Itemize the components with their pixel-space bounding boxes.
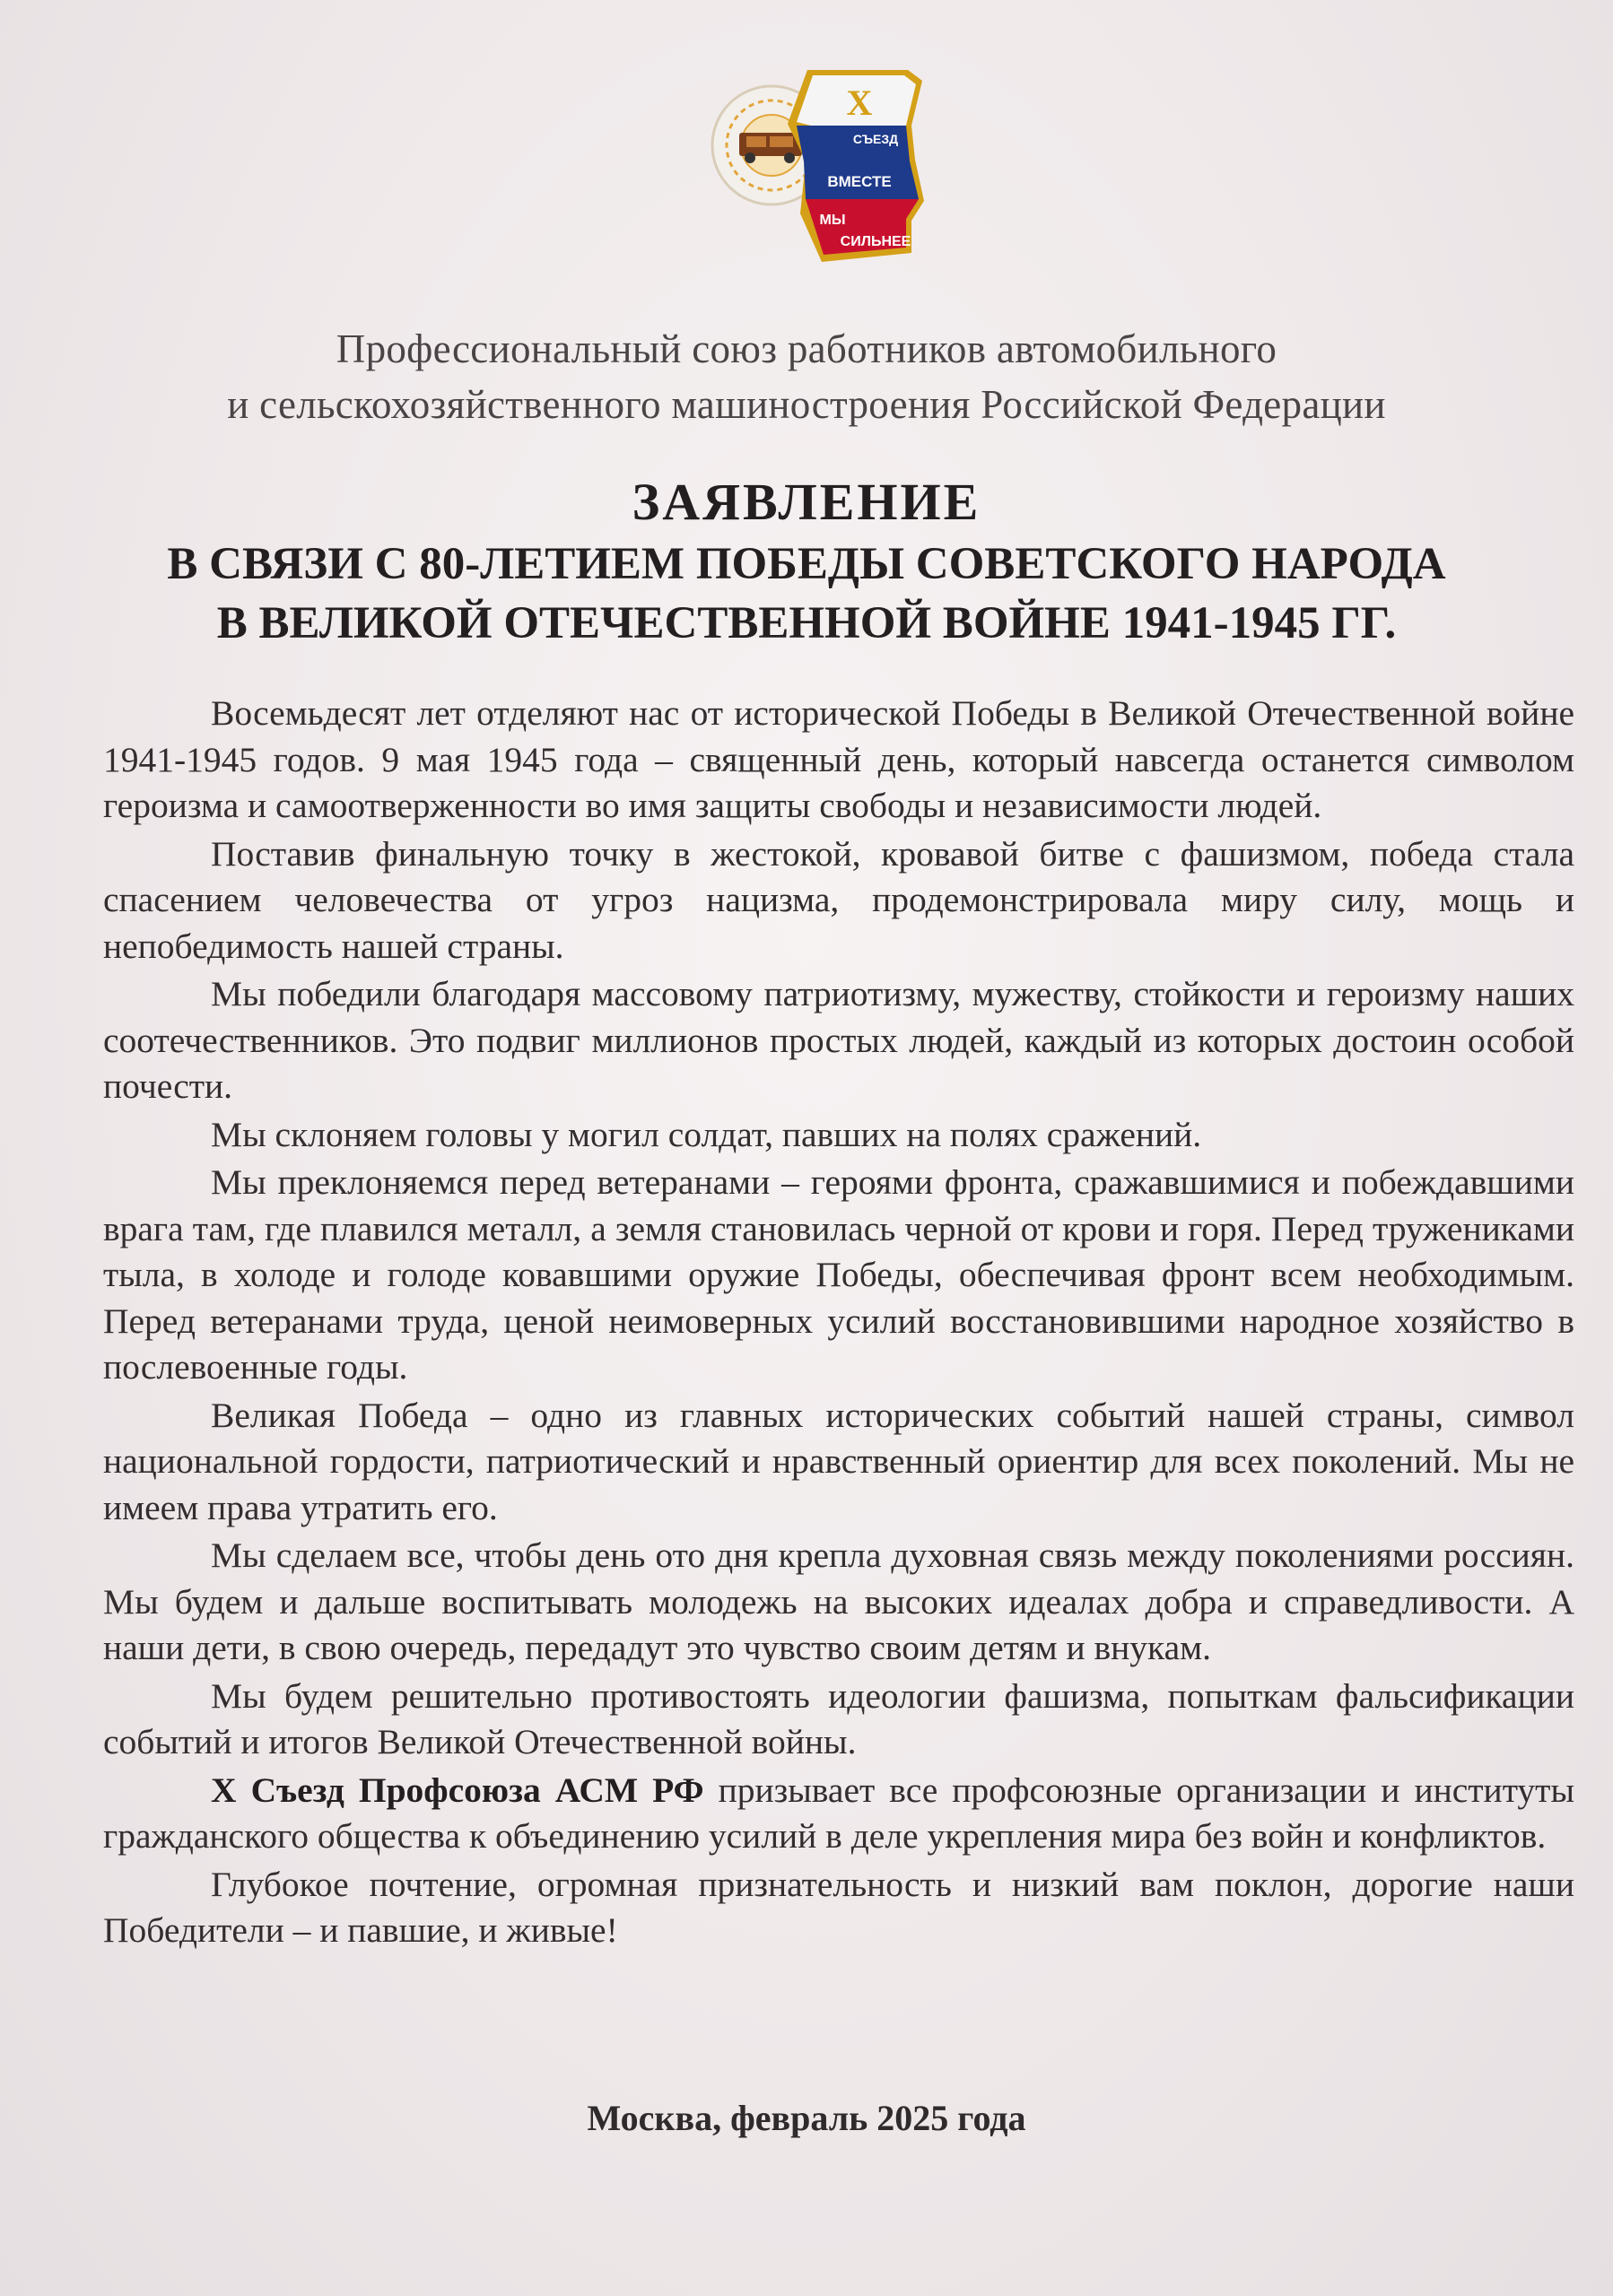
congress-name-bold: Х Съезд Профсоюза АСМ РФ: [211, 1770, 704, 1810]
badge-line-together: ВМЕСТЕ: [827, 173, 892, 190]
badge-line-stronger: СИЛЬНЕЕ: [840, 234, 911, 249]
paragraph-9-text: призывает все профсоюзные организации и институты гражданского общества к объединению усилий в деле укрепления мира без войн и конфликтов.: [103, 1770, 1574, 1856]
union-congress-badge-logo: [700, 63, 933, 278]
organization-name: [0, 321, 1613, 432]
statement-title-line-1: ЗАЯВЛЕНИЕ: [632, 473, 981, 531]
paragraph-7: Мы сделаем все, чтобы день ото дня крепла духовная связь между поколениями россиян. Мы будем и дальше воспитывать молодежь на высоких идеалах добра и справедливости. А наши дети, в свою очередь, передадут это чувство своим детям и внукам.: [103, 1535, 1574, 1667]
paragraph-5: Мы преклоняемся перед ветеранами – героями фронта, сражавшимися и побеждавшими врага там, где плавился металл, а земля становилась черной от крови и горя. Перед тружениками тыла, в холоде и голоде ковавшими оружие Победы, обеспечивая фронт всем необходимым. Перед ветеранами труда, ценой неимоверных усилий восстановившими народное хозяйство в послевоенные годы.: [103, 1162, 1574, 1387]
statement-title-line-2: В СВЯЗИ С 80-ЛЕТИЕМ ПОБЕДЫ СОВЕТСКОГО НАРОДА: [167, 539, 1446, 589]
badge-line-congress: СЪЕЗД: [852, 132, 899, 146]
paragraph-1: Восемьдесят лет отделяют нас от исторической Победы в Великой Отечественной войне 1941-1945 годов. 9 мая 1945 года – священный день, который навсегда останется символом героизма и самоотверженности во имя защиты свободы и независимости людей.: [103, 693, 1574, 825]
paragraph-10: Глубокое почтение, огромная признательность и низкий вам поклон, дорогие наши Победители – и павшие, и живые!: [103, 1864, 1574, 1950]
paragraph-9: [103, 1768, 1574, 1860]
paragraph-2: Поставив финальную точку в жестокой, кровавой битве с фашизмом, победа стала спасением человечества от угроз нацизма, продемонстрировала миру силу, мощь и непобедимость нашей страны.: [103, 833, 1574, 966]
badge-line-we: МЫ: [819, 213, 846, 228]
badge-numeral: X: [846, 83, 873, 123]
paragraph-4: Мы склоняем головы у могил солдат, павших на полях сражений.: [211, 1114, 1202, 1154]
statement-body: [103, 691, 1574, 1956]
organization-name-line-1: Профессиональный союз работников автомобильного: [336, 326, 1277, 371]
organization-name-line-2: и сельскохозяйственного машиностроения Российской Федерации: [227, 382, 1386, 427]
place-and-date: Москва, февраль 2025 года: [587, 2098, 1026, 2138]
statement-title: [0, 470, 1613, 653]
paragraph-3: Мы победили благодаря массовому патриотизму, мужеству, стойкости и героизму наших соотечественников. Это подвиг миллионов простых людей, каждый из которых достоин особой почести.: [103, 974, 1574, 1106]
paragraph-6: Великая Победа – одно из главных исторических событий нашей страны, символ национальной гордости, патриотический и нравственный ориентир для всех поколений. Мы не имеем права утратить его.: [103, 1395, 1574, 1527]
paragraph-8: Мы будем решительно противостоять идеологии фашизма, попыткам фальсификации событий и итогов Великой Отечественной войны.: [103, 1675, 1574, 1761]
statement-title-line-3: В ВЕЛИКОЙ ОТЕЧЕСТВЕННОЙ ВОЙНЕ 1941-1945 ГГ.: [216, 598, 1397, 648]
